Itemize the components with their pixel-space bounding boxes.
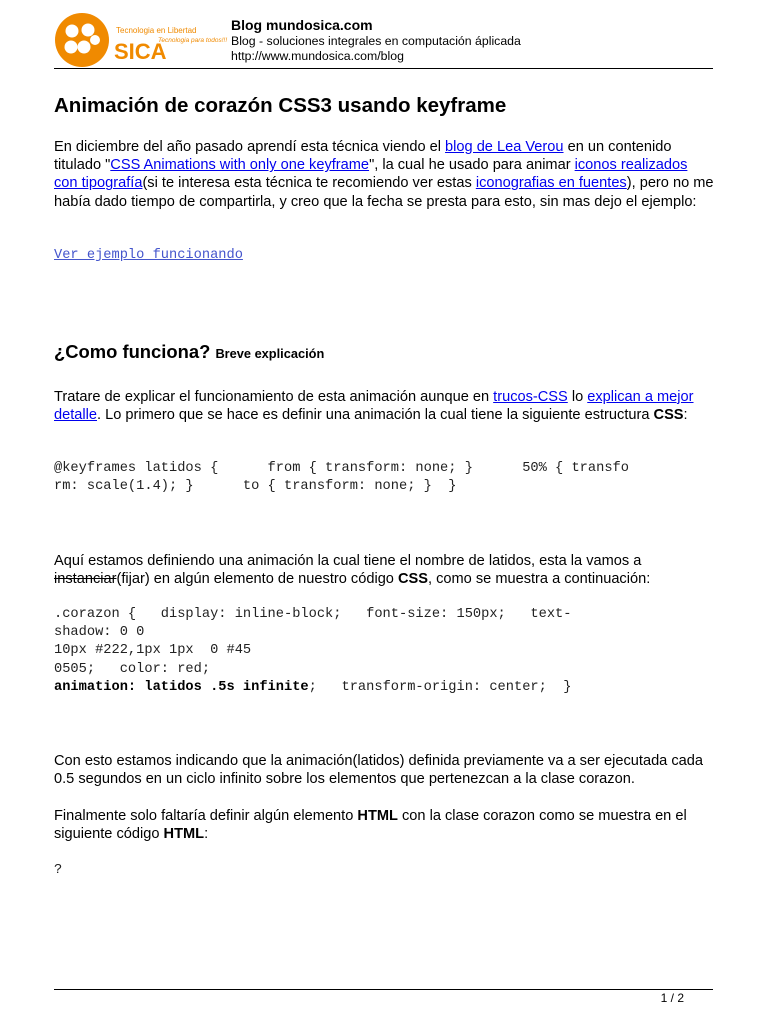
html-code-block: ? [54, 863, 63, 878]
para-text: con la clase corazon como se muestra en el siguiente código [54, 808, 687, 843]
logo-tagline-2: Tecnologia para todos!!! [158, 37, 228, 44]
intro-text: ", la cual he usado para animar [369, 157, 575, 174]
intro-text: En diciembre del año pasado aprendí esta técnica viendo el [54, 139, 446, 155]
code-line: 0505; color: red; [54, 661, 211, 677]
article-title: Animación de corazón CSS3 usando keyframe [54, 94, 507, 117]
section-title: ¿Como funciona? [54, 341, 211, 362]
para-text: Aquí estamos definiendo una animación la cual tiene el nombre de latidos, esta la vamos a [54, 553, 642, 569]
strikethrough-word: instanciar [54, 571, 117, 588]
para-text: , como se muestra a continuación: [428, 571, 651, 588]
site-name: Blog mundosica.com [231, 17, 373, 33]
code-line: @keyframes latidos { from { transform: none; } 50% { transfo [54, 461, 629, 476]
explanation-paragraph: Con esto estamos indicando que la animación(latidos) definida previamente va a ser ejecutada cada 0.5 segundos en un ciclo infinito sobre los elementos que pertenezcan a la clase corazon. [54, 753, 704, 788]
explain-text: : [683, 407, 688, 424]
explican-link[interactable]: explican a mejor detalle [54, 389, 694, 424]
section-heading [54, 340, 324, 366]
footer-divider [54, 989, 713, 990]
para-text: (fijar) en algún elemento de nuestro código [116, 571, 398, 588]
site-header [231, 16, 521, 64]
explain-text: . Lo primero que se hace es definir una animación la cual tiene la siguiente estructura [97, 407, 654, 424]
header-divider [54, 68, 713, 69]
lea-verou-blog-link[interactable]: blog de Lea Verou [445, 139, 564, 155]
mundosica-logo [54, 12, 228, 68]
intro-paragraph [54, 138, 714, 211]
html-bold: HTML [357, 808, 398, 824]
code-text: ; transform-origin: center; } [308, 679, 572, 695]
para-text: : [204, 826, 209, 843]
section-subtitle: Breve explicación [215, 346, 325, 361]
site-description: Blog - soluciones integrales en computación áplicada [231, 34, 521, 48]
css-animations-link[interactable]: CSS Animations with only one keyframe [110, 157, 370, 174]
logo-text: SICA [114, 39, 167, 64]
css-bold: CSS [653, 407, 684, 424]
iconografias-fuentes-link[interactable]: iconografias en fuentes [475, 175, 627, 192]
intro-text: en un contenido titulado " [54, 139, 672, 174]
iconos-tipografia-link[interactable]: iconos realizados con tipografía [54, 157, 688, 192]
intro-text: ), pero no me había dado tiempo de compartirla, y creo que la fecha se presta para esto, sin mas dejo el ejemplo: [54, 175, 714, 210]
explain-text: lo [567, 389, 588, 405]
ver-ejemplo-link[interactable]: Ver ejemplo funcionando [54, 248, 243, 263]
code-line: 10px #222,1px 1px 0 #45 [54, 643, 252, 659]
explain-text: Tratare de explicar el funcionamiento de esta animación aunque en [54, 389, 494, 405]
animation-bold-code: animation: latidos .5s infinite [54, 679, 309, 695]
css-bold: CSS [397, 571, 428, 588]
corazon-code-block [54, 606, 714, 697]
html-bold: HTML [163, 826, 205, 843]
html-paragraph [54, 807, 714, 843]
logo-tagline-1: Tecnologia en Libertad [116, 26, 197, 35]
example-link-line [54, 247, 714, 265]
page-number: 1 / 2 [660, 991, 684, 1005]
keyframes-code-block [54, 460, 714, 496]
code-line: .corazon { display: inline-block; font-size: 150px; text- [54, 607, 572, 622]
code-line: rm: scale(1.4); } to { transform: none; } } [54, 479, 457, 495]
para-text: Finalmente solo faltaría definir algún elemento [54, 808, 358, 824]
site-url: http://www.mundosica.com/blog [231, 49, 404, 63]
intro-text: (si te interesa esta técnica te recomiendo ver estas [142, 175, 476, 192]
instanciar-paragraph [54, 552, 714, 588]
code-line: shadow: 0 0 [54, 625, 145, 641]
explain-paragraph [54, 388, 714, 424]
trucos-css-link[interactable]: trucos-CSS [493, 389, 568, 405]
code-line [54, 679, 714, 697]
